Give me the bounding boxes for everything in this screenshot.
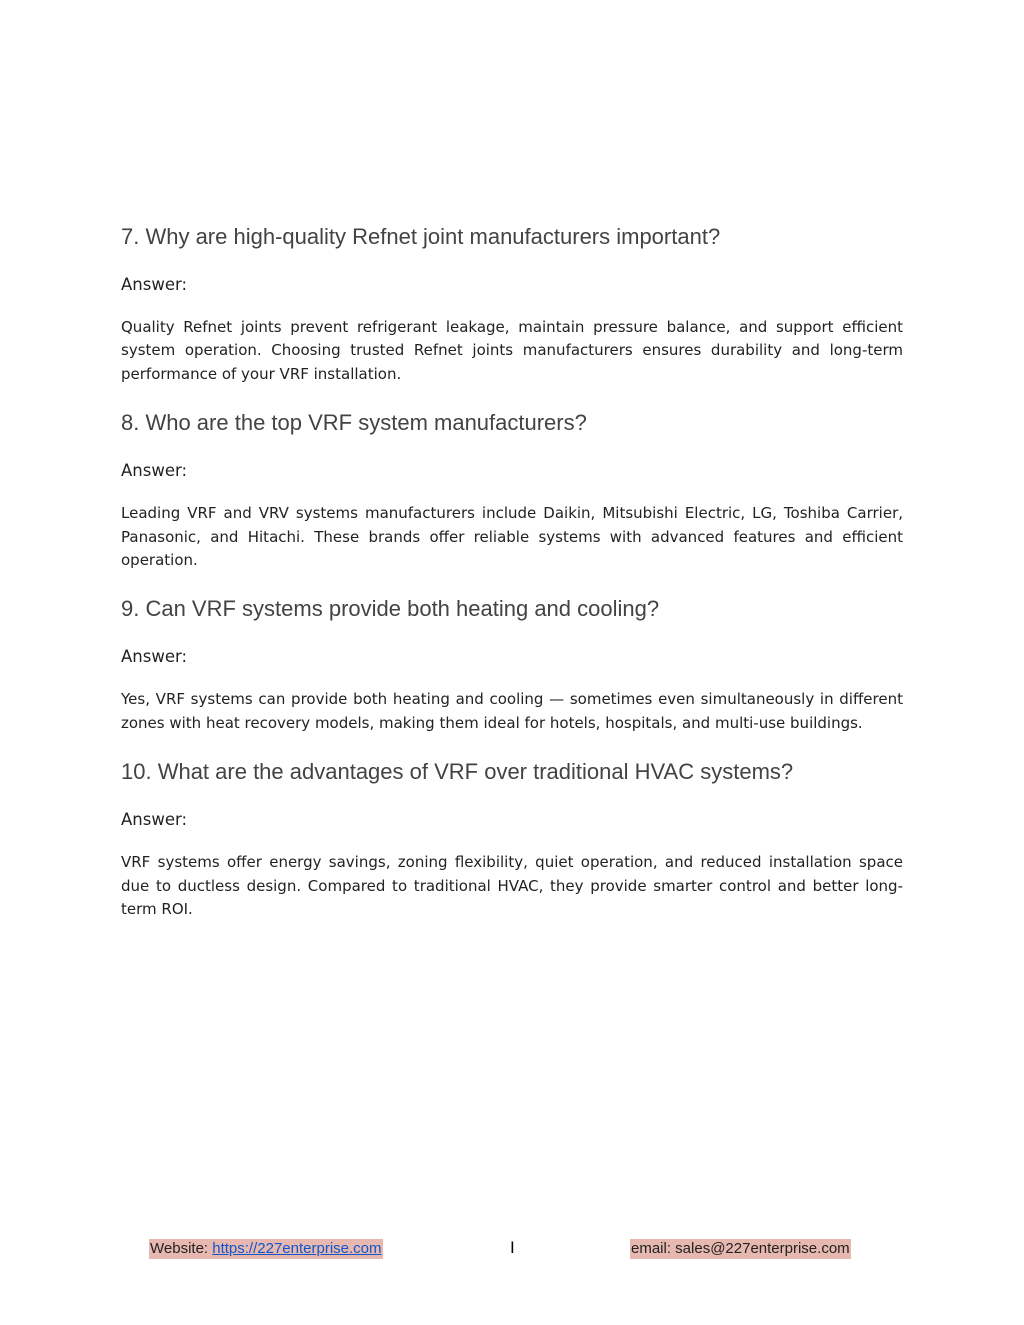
faq-item-8 bbox=[121, 408, 903, 572]
answer-text: Quality Refnet joints prevent refrigerant leakage, maintain pressure balance, and support efficient system operation. Choosing trusted Refnet joints manufacturers ensures durability and long-term performance of your VRF installation. bbox=[121, 318, 903, 383]
footer-email: email: sales@227enterprise.com bbox=[631, 1240, 850, 1257]
answer-text: Yes, VRF systems can provide both heating and cooling — sometimes even simultaneously in different zones with heat recovery models, making them ideal for hotels, hospitals, and multi-use buildings. bbox=[121, 690, 903, 732]
answer-label: Answer: bbox=[121, 275, 188, 294]
website-link[interactable]: https://227enterprise.com bbox=[212, 1240, 382, 1257]
faq-item-10 bbox=[121, 757, 903, 921]
faq-item-9 bbox=[121, 594, 903, 735]
faq-question: 9. Can VRF systems provide both heating and cooling? bbox=[121, 596, 660, 622]
answer-text: Leading VRF and VRV systems manufacturers include Daikin, Mitsubishi Electric, LG, Toshiba Carrier, Panasonic, and Hitachi. These brands offer reliable systems with advanced features and efficient operation. bbox=[121, 504, 903, 570]
website-label: Website: bbox=[150, 1240, 213, 1257]
answer-text: VRF systems offer energy savings, zoning flexibility, quiet operation, and reduced installation space due to ductless design. Compared to traditional HVAC, they provide smarter control and better long-term ROI. bbox=[121, 853, 903, 919]
page-number: I bbox=[510, 1238, 515, 1257]
faq-content bbox=[121, 222, 903, 943]
page-footer bbox=[0, 1238, 1024, 1264]
answer-label: Answer: bbox=[121, 461, 188, 481]
faq-question: 7. Why are high-quality Refnet joint manufacturers important? bbox=[121, 224, 721, 249]
answer-label: Answer: bbox=[121, 810, 188, 830]
faq-question: 8. Who are the top VRF system manufacturers? bbox=[121, 410, 587, 436]
footer-website bbox=[149, 1239, 383, 1259]
answer-label: Answer: bbox=[121, 647, 188, 667]
faq-question: 10. What are the advantages of VRF over traditional HVAC systems? bbox=[121, 759, 794, 785]
faq-item-7 bbox=[121, 222, 903, 386]
